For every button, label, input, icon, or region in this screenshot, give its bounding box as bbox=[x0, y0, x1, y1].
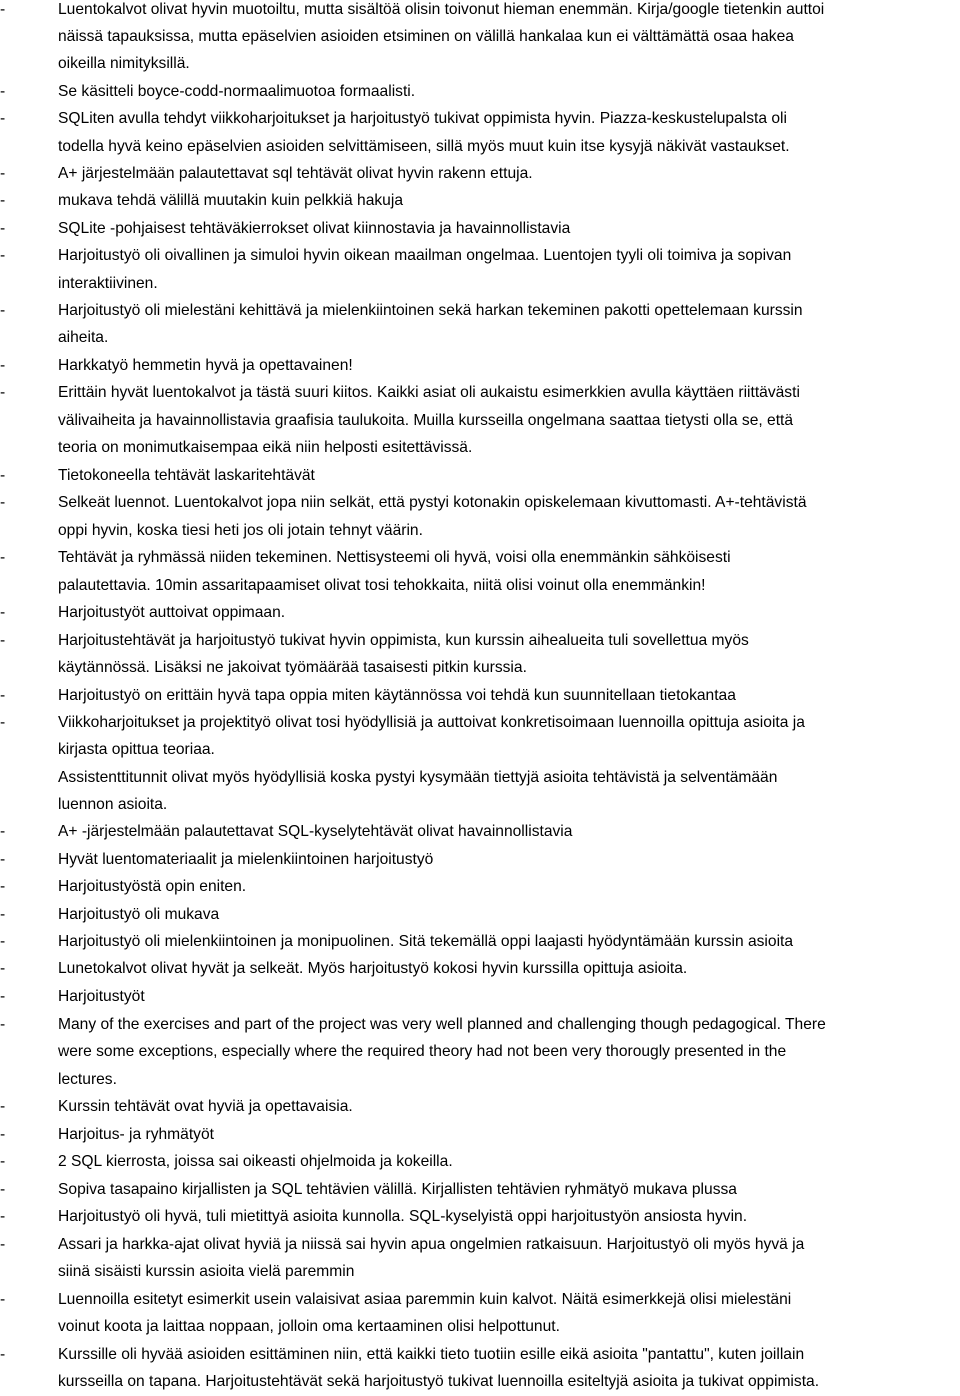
bullet-dash: - bbox=[0, 1098, 6, 1115]
feedback-text: Harjoitustyö oli mielenkiintoinen ja monipuolinen. Sitä tekemällä oppi laajasti hyödyntämään kurssin asioita bbox=[58, 933, 794, 950]
bullet-dash: - bbox=[0, 302, 6, 319]
bullet-dash: - bbox=[0, 1153, 6, 1170]
feedback-text: Harjoitustyö oli mielestäni kehittävä ja mielenkiintoinen sekä harkan tekeminen pakotti opettelemaan kurssin bbox=[58, 302, 803, 319]
bullet-dash: - bbox=[0, 960, 6, 977]
feedback-text: A+ -järjestelmään palautettavat SQL-kyselytehtävät olivat havainnollistavia bbox=[58, 823, 573, 840]
bullet-dash: - bbox=[0, 823, 6, 840]
feedback-text: Kurssille oli hyvää asioiden esittäminen niin, että kaikki tieto tuotiin esille eikä asioita "pantattu", kuten joillain bbox=[58, 1346, 805, 1363]
bullet-dash: - bbox=[0, 878, 6, 895]
feedback-text: 2 SQL kierrosta, joissa sai oikeasti ohjelmoida ja kokeilla. bbox=[58, 1153, 453, 1170]
feedback-text: välivaiheita ja havainnollistavia graafisia taulukoita. Muilla kursseilla ongelmana saattaa tietysti olla se, että bbox=[58, 412, 794, 429]
feedback-text: Kurssin tehtävät ovat hyviä ja opettavaisia. bbox=[58, 1098, 353, 1115]
feedback-text: Harjoitustyö oli hyvä, tuli mietittyä asioita kunnolla. SQL-kyselyistä oppi harjoitustyön ansiosta hyvin. bbox=[58, 1208, 748, 1225]
bullet-dash: - bbox=[0, 549, 6, 566]
feedback-text: Harjoitustyöt bbox=[58, 988, 145, 1005]
feedback-text: Sopiva tasapaino kirjallisten ja SQL tehtävien välillä. Kirjallisten tehtävien ryhmätyö mukava plussa bbox=[58, 1181, 737, 1198]
feedback-text: Harjoitustyö oli oivallinen ja simuloi hyvin oikean maailman ongelmaa. Luentojen tyyli oli toimiva ja sopivan bbox=[58, 247, 792, 264]
bullet-dash: - bbox=[0, 83, 6, 100]
feedback-text: Many of the exercises and part of the project was very well planned and challenging though pedagogical. There bbox=[58, 1016, 826, 1033]
feedback-text: oikeilla nimityksillä. bbox=[58, 55, 190, 72]
bullet-dash: - bbox=[0, 494, 6, 511]
feedback-text: kursseilla on tapana. Harjoitustehtävät sekä harjoitustyö tukivat luennoilla esiteltyjä asioita ja tukivat oppimista. bbox=[58, 1373, 820, 1390]
feedback-text: Luennoilla esitetyt esimerkit usein valaisivat asiaa paremmin kuin kalvot. Näitä esimerkkejä olisi mielestäni bbox=[58, 1291, 792, 1308]
feedback-text: luennon asioita. bbox=[58, 796, 168, 813]
bullet-dash: - bbox=[0, 165, 6, 182]
bullet-dash: - bbox=[0, 247, 6, 264]
feedback-text: Harjoitustehtävät ja harjoitustyö tukivat hyvin oppimista, kun kurssin aihealueita tuli sovellettua myös bbox=[58, 632, 749, 649]
bullet-dash: - bbox=[0, 467, 6, 484]
feedback-text: palautettavia. 10min assaritapaamiset olivat tosi tehokkaita, niitä olisi voinut olla enemmänkin! bbox=[58, 577, 706, 594]
feedback-text: Selkeät luennot. Luentokalvot jopa niin selkät, että pystyi kotonakin opiskelemaan kivuttomasti. A+-tehtävistä bbox=[58, 494, 807, 511]
bullet-dash: - bbox=[0, 1346, 6, 1363]
feedback-text: Assari ja harkka-ajat olivat hyviä ja niissä sai hyvin apua ongelmien ratkaisuun. Harjoitustyö oli myös hyvä ja bbox=[58, 1236, 805, 1253]
feedback-text: Tehtävät ja ryhmässä niiden tekeminen. Nettisysteemi oli hyvä, voisi olla enemmänkin sähköisesti bbox=[58, 549, 731, 566]
bullet-dash: - bbox=[0, 1, 6, 18]
bullet-dash: - bbox=[0, 1208, 6, 1225]
bullet-dash: - bbox=[0, 1126, 6, 1143]
bullet-dash: - bbox=[0, 906, 6, 923]
feedback-text: voinut koota ja laittaa noppaan, jolloin oma kertaaminen olisi helpottunut. bbox=[58, 1318, 560, 1335]
bullet-dash: - bbox=[0, 1016, 6, 1033]
bullet-dash: - bbox=[0, 714, 6, 731]
feedback-text: Hyvät luentomateriaalit ja mielenkiintoinen harjoitustyö bbox=[58, 851, 434, 868]
feedback-text: siinä sisäisti kurssin asioita vielä paremmin bbox=[58, 1263, 355, 1280]
feedback-text: Se käsitteli boyce-codd-normaalimuotoa formaalisti. bbox=[58, 83, 416, 100]
feedback-text: SQLiten avulla tehdyt viikkoharjoitukset ja harjoitustyö tukivat oppimista hyvin. Piazza-keskustelupalsta oli bbox=[58, 110, 787, 127]
feedback-text: Luentokalvot olivat hyvin muotoiltu, mutta sisältöä olisin toivonut hieman enemmän. Kirja/google tietenkin auttoi bbox=[58, 1, 825, 18]
bullet-dash: - bbox=[0, 933, 6, 950]
feedback-text: mukava tehdä välillä muutakin kuin pelkkiä hakuja bbox=[58, 192, 403, 209]
feedback-text: oppi hyvin, koska tiesi heti jos oli jotain tehnyt väärin. bbox=[58, 522, 423, 539]
feedback-text: todella hyvä keino epäselvien asioiden selvittämiseen, sillä myös muut kuin itse kysyjä näkivät vastaukset. bbox=[58, 138, 790, 155]
feedback-text: Viikkoharjoitukset ja projektityö olivat tosi hyödyllisiä ja auttoivat konkretisoimaan luennoilla opittuja asioita ja bbox=[58, 714, 805, 731]
bullet-dash: - bbox=[0, 1236, 6, 1253]
feedback-text: Erittäin hyvät luentokalvot ja tästä suuri kiitos. Kaikki asiat oli aukaistu esimerkkien avulla käyttäen riittävästi bbox=[58, 384, 800, 401]
bullet-dash: - bbox=[0, 1181, 6, 1198]
feedback-text: Harjoitustyö on erittäin hyvä tapa oppia miten käytännössa voi tehdä kun suunnitellaan tietokantaa bbox=[58, 687, 736, 704]
feedback-text: näissä tapauksissa, mutta epäselvien asioiden etsiminen on välillä hankalaa kun ei välttämättä osaa hakea bbox=[58, 28, 794, 45]
bullet-dash: - bbox=[0, 220, 6, 237]
bullet-dash: - bbox=[0, 604, 6, 621]
feedback-text: Harjoitus- ja ryhmätyöt bbox=[58, 1126, 214, 1143]
feedback-text: Tietokoneella tehtävät laskaritehtävät bbox=[58, 467, 315, 484]
bullet-dash: - bbox=[0, 357, 6, 374]
bullet-dash: - bbox=[0, 110, 6, 127]
feedback-text: A+ järjestelmään palautettavat sql tehtävät olivat hyvin rakenn ettuja. bbox=[58, 165, 533, 182]
feedback-text: teoria on monimutkaisempaa eikä niin helposti esitettävissä. bbox=[58, 439, 473, 456]
feedback-text: käytännössä. Lisäksi ne jakoivat työmäärää tasaisesti pitkin kurssia. bbox=[58, 659, 527, 676]
feedback-text: Assistenttitunnit olivat myös hyödyllisiä koska pystyi kysymään tiettyjä asioita tehtävistä ja selventämään bbox=[58, 769, 778, 786]
bullet-dash: - bbox=[0, 384, 6, 401]
bullet-dash: - bbox=[0, 851, 6, 868]
feedback-text: Harjoitustyöstä opin eniten. bbox=[58, 878, 247, 895]
bullet-dash: - bbox=[0, 192, 6, 209]
feedback-text: were some exceptions, especially where the required theory had not been very thorougly presented in the bbox=[58, 1043, 787, 1060]
bullet-dash: - bbox=[0, 687, 6, 704]
bullet-dash: - bbox=[0, 632, 6, 649]
feedback-text: aiheita. bbox=[58, 329, 109, 346]
feedback-text: Lunetokalvot olivat hyvät ja selkeät. Myös harjoitustyö kokosi hyvin kurssilla opittuja asioita. bbox=[58, 960, 688, 977]
feedback-text: Harjoitustyöt auttoivat oppimaan. bbox=[58, 604, 286, 621]
bullet-dash: - bbox=[0, 988, 6, 1005]
feedback-text: Harjoitustyö oli mukava bbox=[58, 906, 220, 923]
feedback-text: SQLite -pohjaisest tehtäväkierrokset olivat kiinnostavia ja havainnollistavia bbox=[58, 220, 571, 237]
feedback-text: interaktiivinen. bbox=[58, 275, 158, 292]
feedback-text: lectures. bbox=[58, 1071, 117, 1088]
feedback-text: Harkkatyö hemmetin hyvä ja opettavainen! bbox=[58, 357, 353, 374]
bullet-dash: - bbox=[0, 1291, 6, 1308]
feedback-text: kirjasta opittua teoriaa. bbox=[58, 741, 215, 758]
